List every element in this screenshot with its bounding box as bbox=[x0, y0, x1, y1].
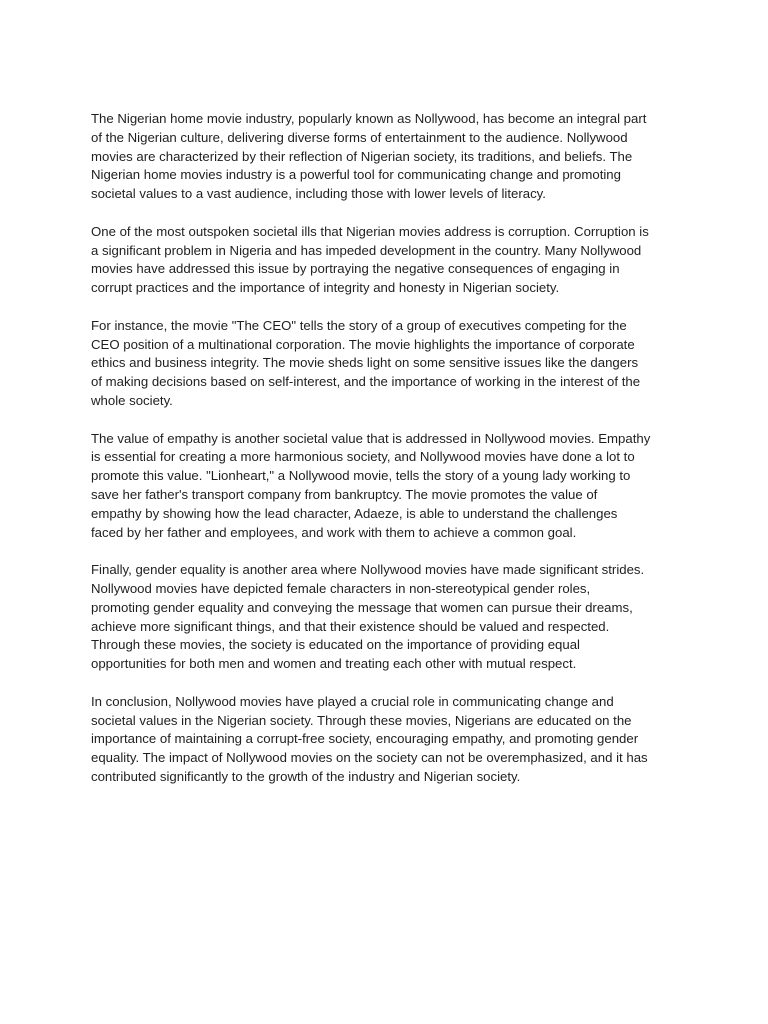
text-line: promote this value. "Lionheart," a Nollywood movie, tells the story of a young lady working to bbox=[91, 468, 631, 484]
text-line: societal values in the Nigerian society. Through these movies, Nigerians are educated on the bbox=[91, 712, 632, 728]
text-line: is essential for creating a more harmonious society, and Nollywood movies have done a lot to bbox=[91, 449, 635, 465]
text-line: faced by her father and employees, and work with them to achieve a common goal. bbox=[91, 524, 577, 540]
text-line: One of the most outspoken societal ills that Nigerian movies address is corruption. Corruption is bbox=[91, 223, 649, 239]
text-line: achieve more significant things, and that their existence should be valued and respected. bbox=[91, 618, 610, 634]
text-line: Nigerian home movies industry is a powerful tool for communicating change and promoting bbox=[91, 167, 621, 183]
text-line: of making decisions based on self-interest, and the importance of working in the interest of the bbox=[91, 374, 641, 390]
text-line: The value of empathy is another societal value that is addressed in Nollywood movies. Empathy bbox=[91, 430, 651, 446]
text-line: movies are characterized by their reflection of Nigerian society, its traditions, and beliefs. The bbox=[91, 148, 633, 164]
text-line: Finally, gender equality is another area where Nollywood movies have made significant strides. bbox=[91, 562, 645, 578]
text-line: ethics and business integrity. The movie sheds light on some sensitive issues like the dangers bbox=[91, 355, 639, 371]
text-line: societal values to a vast audience, including those with lower levels of literacy. bbox=[91, 186, 546, 202]
paragraph-corruption bbox=[91, 223, 683, 298]
text-line: whole society. bbox=[91, 392, 173, 408]
text-line: Nollywood movies have depicted female characters in non-stereotypical gender roles, bbox=[91, 580, 591, 596]
text-line: of the Nigerian culture, delivering diverse forms of entertainment to the audience. Nollywood bbox=[91, 129, 628, 145]
paragraph-the-ceo bbox=[91, 317, 683, 411]
text-line: importance of maintaining a corrupt-free society, encouraging empathy, and promoting gender bbox=[91, 731, 639, 747]
text-line: equality. The impact of Nollywood movies on the society can not be overemphasized, and it has bbox=[91, 750, 648, 766]
text-line: For instance, the movie "The CEO" tells the story of a group of executives competing for the bbox=[91, 317, 627, 333]
document-body bbox=[91, 110, 683, 805]
paragraph-conclusion bbox=[91, 693, 683, 787]
text-line: Through these movies, the society is educated on the importance of providing equal bbox=[91, 637, 580, 653]
text-line: movies have addressed this issue by portraying the negative consequences of engaging in bbox=[91, 261, 620, 277]
text-line: empathy by showing how the lead character, Adaeze, is able to understand the challenges bbox=[91, 505, 618, 521]
text-line: promoting gender equality and conveying the message that women can pursue their dreams, bbox=[91, 599, 633, 615]
text-line: The Nigerian home movie industry, popularly known as Nollywood, has become an integral part bbox=[91, 111, 647, 126]
paragraph-intro bbox=[91, 110, 683, 204]
text-line: In conclusion, Nollywood movies have played a crucial role in communicating change and bbox=[91, 693, 614, 709]
text-line: corrupt practices and the importance of integrity and honesty in Nigerian society. bbox=[91, 280, 560, 296]
paragraph-gender-equality bbox=[91, 561, 683, 674]
text-line: contributed significantly to the growth of the industry and Nigerian society. bbox=[91, 768, 521, 784]
text-line: a significant problem in Nigeria and has impeded development in the country. Many Nollywood bbox=[91, 242, 642, 258]
paragraph-empathy bbox=[91, 430, 683, 543]
text-line: CEO position of a multinational corporation. The movie highlights the importance of corporate bbox=[91, 336, 635, 352]
text-line: opportunities for both men and women and treating each other with mutual respect. bbox=[91, 656, 577, 672]
text-line: save her father's transport company from bankruptcy. The movie promotes the value of bbox=[91, 486, 598, 502]
